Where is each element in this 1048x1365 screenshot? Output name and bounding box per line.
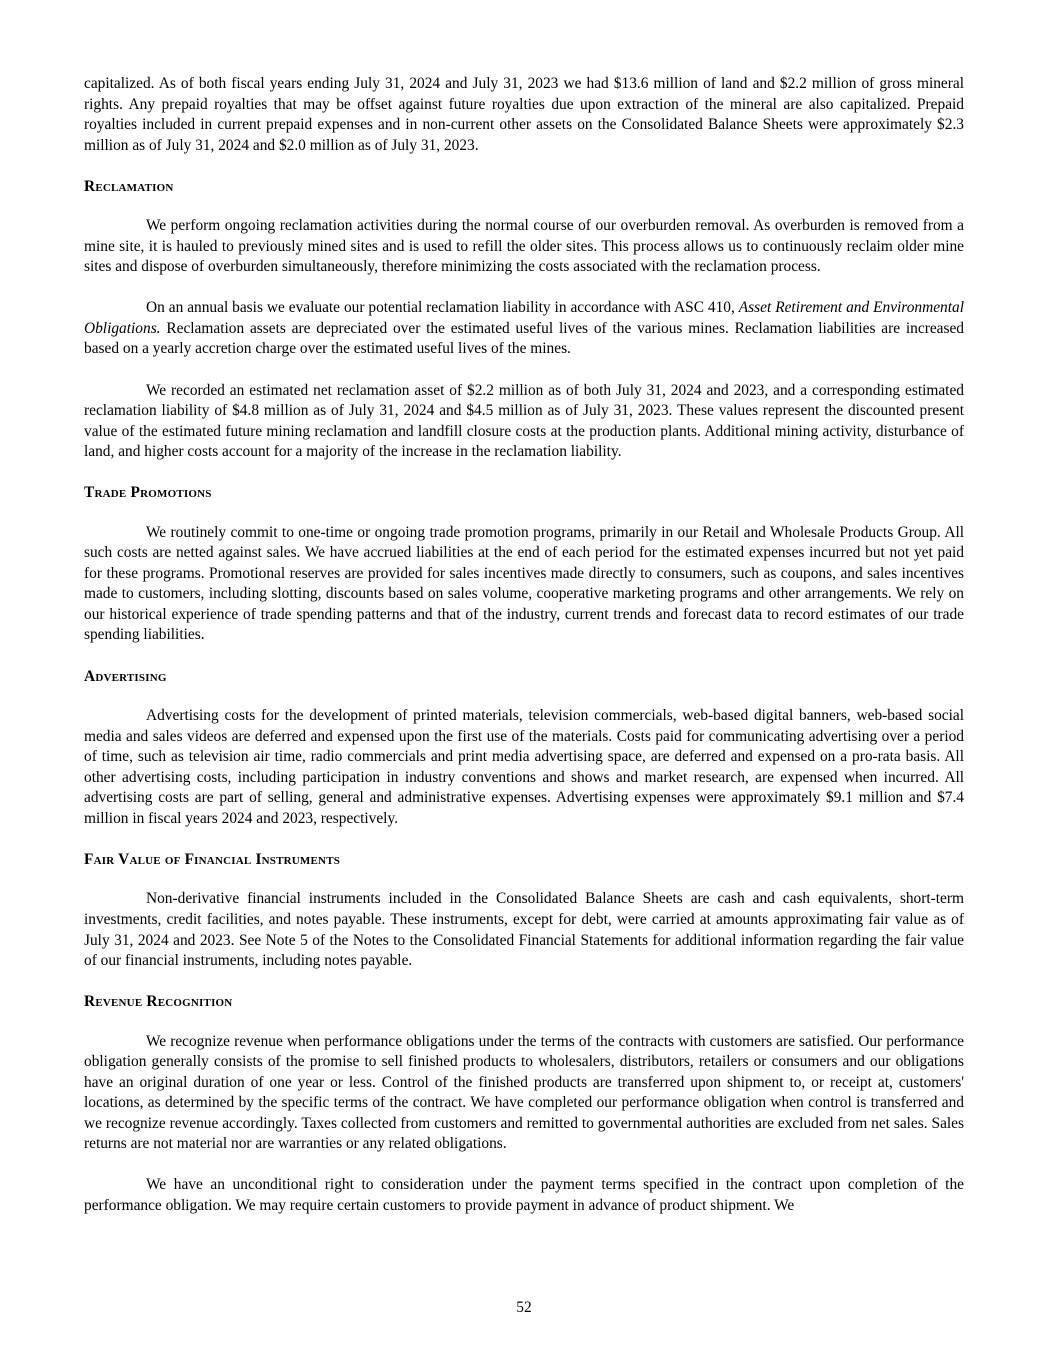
revenue-recognition-section: [84, 992, 964, 1216]
fair-value-heading: Fair Value of Financial Instruments: [84, 850, 341, 868]
trade-promotions-heading: Trade Promotions: [84, 484, 212, 502]
reclamation-paragraph-2-text-a: On an annual basis we evaluate our potential reclamation liability in accordance with ASC 410,: [146, 299, 739, 317]
reclamation-paragraph-2: [84, 298, 964, 360]
page-number: 52: [516, 1299, 532, 1316]
advertising-heading: Advertising: [84, 667, 167, 685]
revenue-recognition-heading: Revenue Recognition: [84, 993, 233, 1011]
fair-value-paragraph: Non-derivative financial instruments included in the Consolidated Balance Sheets are cash and cash equivalents, short-term investments, credit facilities, and notes payable. These instruments, except for debt, were carried at amounts approximating fair value as of July 31, 2024 and 2023. See Note 5 of the Notes to the Consolidated Financial Statements for additional information regarding the fair value of our financial instruments, including notes payable.: [84, 890, 964, 970]
reclamation-heading: Reclamation: [84, 177, 174, 195]
trade-promotions-section: [84, 483, 964, 646]
advertising-paragraph: Advertising costs for the development of printed materials, television commercials, web-based digital banners, web-based social media and sales videos are deferred and expensed upon the first use of the materials. Costs paid for communicating advertising over a period of time, such as television air time, radio commercials and print media advertising space, are deferred and expensed on a pro-rata basis. All other advertising costs, including participation in industry conventions and shows and market research, are expensed when incurred. All advertising costs are part of selling, general and administrative expenses. Advertising expenses were approximately $9.1 million and $7.4 million in fiscal years 2024 and 2023, respectively.: [84, 707, 964, 827]
document-body: [84, 74, 964, 1217]
advertising-section: [84, 667, 964, 830]
reclamation-paragraph-3: We recorded an estimated net reclamation asset of $2.2 million as of both July 31, 2024 and 2023, and a corresponding estimated reclamation liability of $4.8 million as of July 31, 2024 and $4.5 million as of July 31, 2023. These values represent the discounted present value of the estimated future mining reclamation and landfill closure costs at the production plants. Additional mining activity, disturbance of land, and higher costs account for a majority of the increase in the reclamation liability.: [84, 381, 964, 461]
revenue-recognition-paragraph-2: We have an unconditional right to consideration under the payment terms specified in the contract upon completion of the performance obligation. We may require certain customers to provide payment in advance of product shipment. We: [84, 1176, 964, 1214]
reclamation-paragraph-2-italic: Asset Retirement and Environmental Obligations.: [84, 299, 965, 337]
fair-value-section: [84, 850, 964, 972]
trade-promotions-paragraph: We routinely commit to one-time or ongoing trade promotion programs, primarily in our Retail and Wholesale Products Group. All such costs are netted against sales. We have accrued liabilities at the end of each period for the estimated expenses incurred but not yet paid for these programs. Promotional reserves are provided for sales incentives made directly to consumers, such as coupons, and sales incentives made to customers, including slotting, discounts based on sales volume, cooperative marketing programs and other arrangements. We rely on our historical experience of trade spending patterns and that of the industry, current trends and forecast data to record estimates of our trade spending liabilities.: [84, 523, 964, 644]
reclamation-paragraph-1: We perform ongoing reclamation activities during the normal course of our overburden removal. As overburden is removed from a mine site, it is hauled to previously mined sites and is used to refill the older sites. This process allows us to continuously reclaim older mine sites and dispose of overburden simultaneously, therefore minimizing the costs associated with the reclamation process.: [84, 217, 964, 276]
reclamation-section: [84, 177, 964, 463]
reclamation-paragraph-2-text-b: Reclamation assets are depreciated over the estimated useful lives of the various mines. Reclamation liabilities are increased based on a yearly accretion charge over the estimated useful lives of the mines.: [84, 319, 964, 358]
revenue-recognition-paragraph-1: We recognize revenue when performance obligations under the terms of the contracts with customers are satisfied. Our performance obligation generally consists of the promise to sell finished products to wholesalers, distributors, retailers or consumers and our obligations have an original duration of one year or less. Control of the finished products are transferred upon shipment to, or receipt at, customers' locations, as determined by the specific terms of the contract. We have completed our performance obligation when control is transferred and we recognize revenue accordingly. Taxes collected from customers and remitted to governmental authorities are excluded from net sales. Sales returns are not material nor are warranties or any related obligations.: [84, 1032, 964, 1153]
intro-paragraph: capitalized. As of both fiscal years ending July 31, 2024 and July 31, 2023 we had $13.6 million of land and $2.2 million of gross mineral rights. Any prepaid royalties that may be offset against future royalties due upon extraction of the mineral are also capitalized. Prepaid royalties included in current prepaid expenses and in non-current other assets on the Consolidated Balance Sheets were approximately $2.3 million as of July 31, 2024 and $2.0 million as of July 31, 2023.: [84, 75, 964, 154]
